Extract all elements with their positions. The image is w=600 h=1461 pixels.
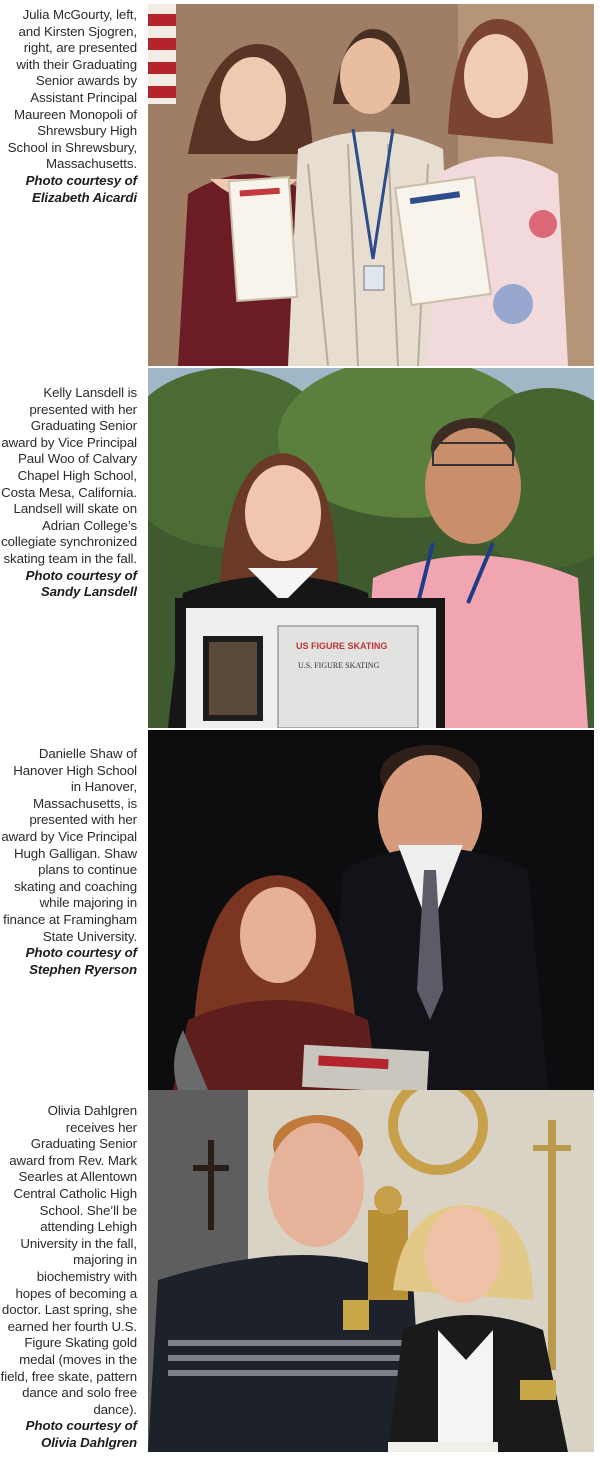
photo-3 [148,730,594,1090]
certificate-frame [175,598,445,728]
caption-1-text: Julia McGourty, left, and Kirsten Sjogren, right, are presented with their Graduating Senior awards by Assistant Principal Maureen Monopoli of Shrewsbury High School in Shrewsbury, Massachusetts. [7,7,137,172]
caption-2-text: Kelly Lansdell is presented with her Graduating Senior award by Vice Principal Paul Woo of Calvary Chapel High School, Costa Mesa, California. Landsell will skate on Adrian College’s collegiate synchronized skating team in the fall. [1,385,137,566]
photo-block-4 [0,1090,600,1461]
caption-3-text: Danielle Shaw of Hanover High School in Hanover, Massachusetts, is presented with her award by Vice Principal Hugh Galligan. Shaw plans to continue skating and coaching while majoring in finance at Framingham State University. [1,746,137,944]
caption-4-credit: Photo courtesy of Olivia Dahlgren [25,1418,137,1450]
certificate-logo: US FIGURE SKATING [296,641,388,651]
caption-3-credit: Photo courtesy of Stephen Ryerson [25,945,137,977]
photo-block-3 [0,728,600,1090]
caption-4 [0,1103,137,1451]
photo-2 [148,368,594,728]
caption-2-credit: Photo courtesy of Sandy Lansdell [25,567,137,600]
caption-3 [0,746,137,978]
certificate-edge [388,1442,498,1452]
photo-1 [148,4,594,366]
caption-2 [0,385,137,601]
certificate-right [395,177,491,305]
photo-block-2 [0,366,600,728]
caption-4-text: Olivia Dahlgren receives her Graduating Senior award from Rev. Mark Searles at Allentown Central Catholic High School. She’ll be attending Lehigh University in the fall, majoring in biochemistry with hopes of becoming a doctor. Last spring, she earned her fourth U.S. Figure Skating gold medal (moves in the field, free skate, pattern dance and solo free dance). [0,1103,137,1417]
certificate-left [229,177,297,301]
flag-icon [148,4,176,104]
award-plaque [302,1045,429,1090]
photo-4 [148,1090,594,1452]
caption-1 [0,7,137,206]
caption-1-credit: Photo courtesy of Elizabeth Aicardi [25,172,137,205]
certificate-heading: U.S. FIGURE SKATING [298,661,380,670]
photo-block-1 [0,0,600,366]
